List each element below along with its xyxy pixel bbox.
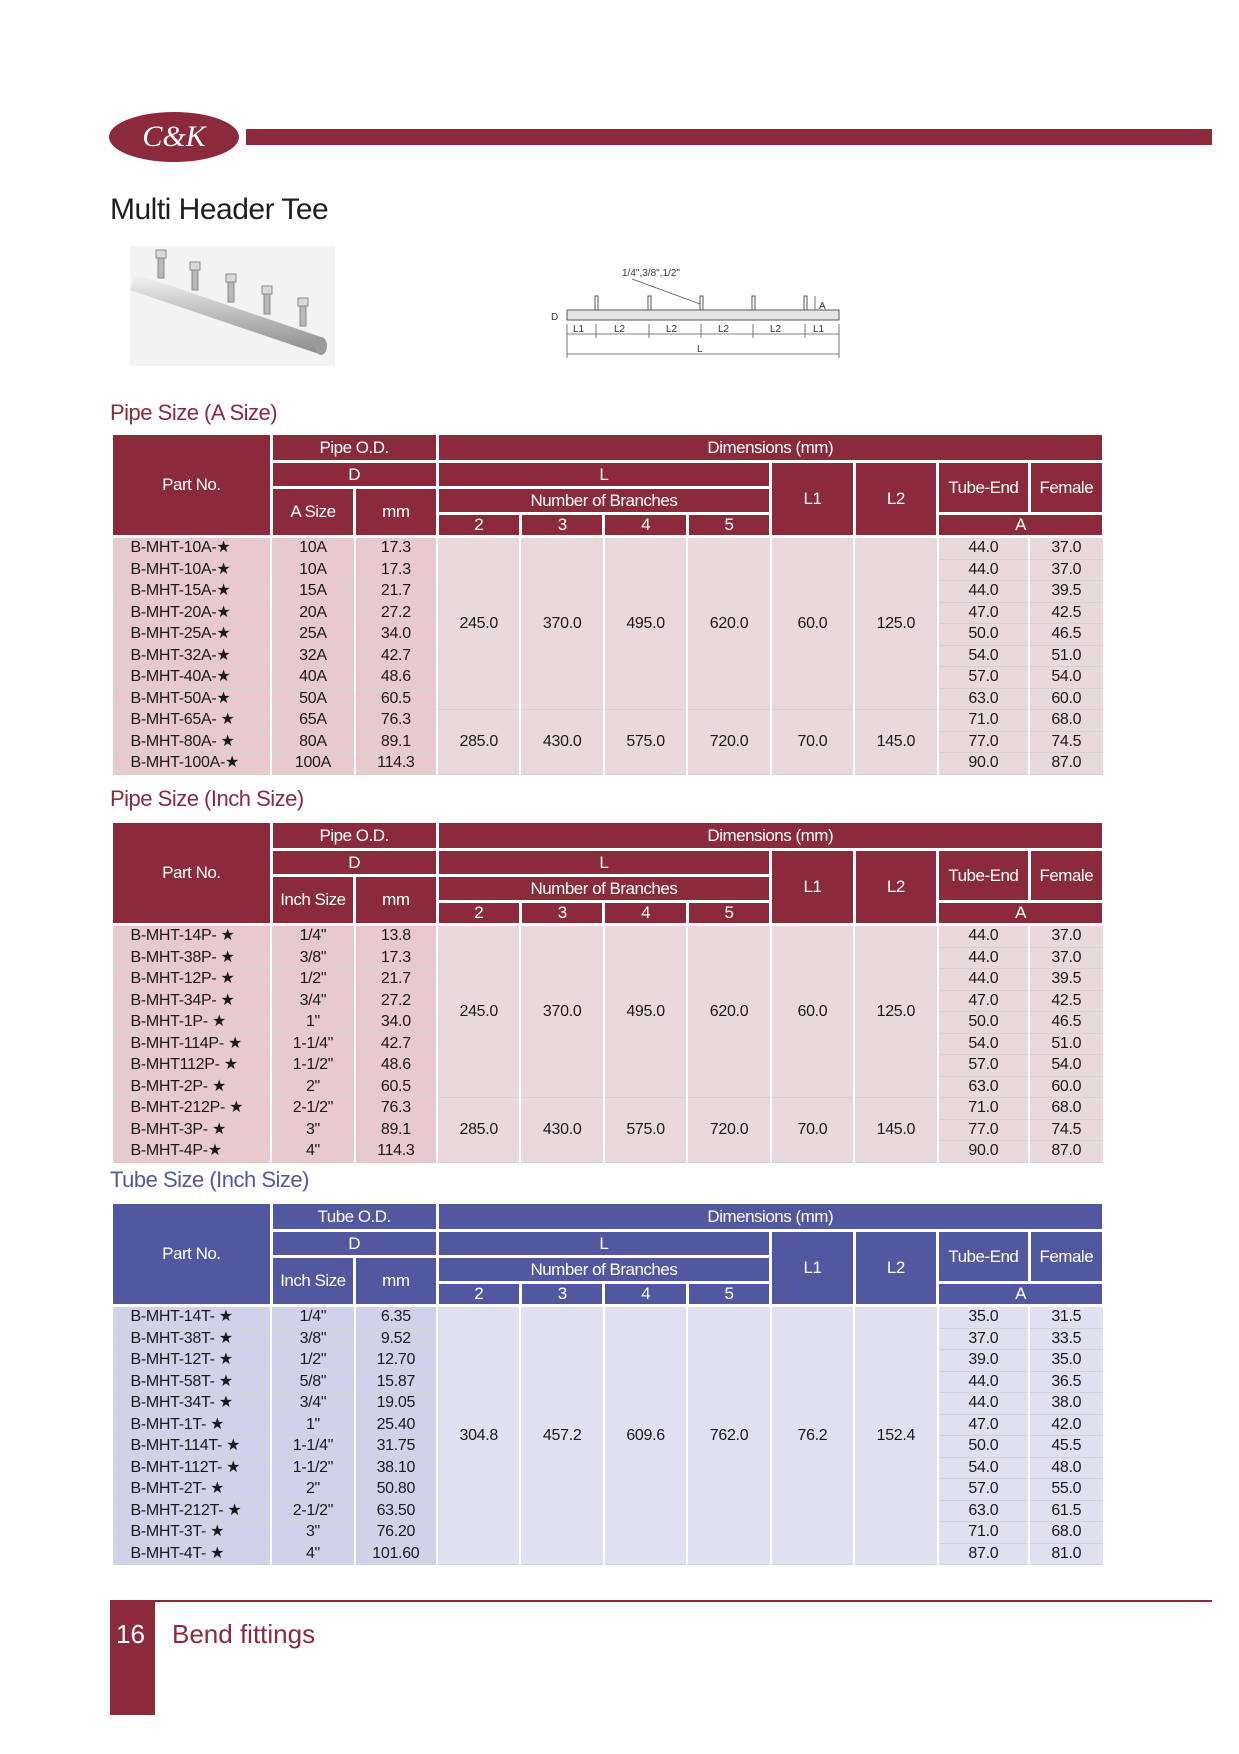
- part-no-cell: B-MHT-4P-★: [112, 1141, 272, 1163]
- female-a-cell: 42.5: [1029, 602, 1103, 624]
- od-mm-cell: 76.3: [355, 710, 437, 732]
- tube-end-a-cell: 71.0: [938, 1098, 1030, 1120]
- tube-end-a-cell: 44.0: [938, 969, 1030, 991]
- l-5-branches-cell: 762.0: [687, 1306, 770, 1565]
- l2-header: L2: [854, 850, 937, 925]
- l-4-branches-cell: 495.0: [604, 925, 687, 1098]
- tube-end-a-cell: 57.0: [938, 667, 1030, 689]
- size-cell: 2": [271, 1076, 354, 1098]
- od-mm-cell: 76.3: [355, 1098, 437, 1120]
- part-no-cell: B-MHT-12P- ★: [112, 969, 272, 991]
- female-a-cell: 37.0: [1029, 925, 1103, 948]
- branches-3-header: 3: [520, 514, 603, 537]
- female-a-cell: 54.0: [1029, 667, 1103, 689]
- tube-end-a-cell: 63.0: [938, 1500, 1030, 1522]
- l-4-branches-cell: 575.0: [604, 1098, 687, 1163]
- od-mm-cell: 27.2: [355, 990, 437, 1012]
- size-cell: 15A: [271, 581, 354, 603]
- od-mm-cell: 76.20: [355, 1522, 437, 1544]
- header-bar: [246, 129, 1212, 145]
- part-no-cell: B-MHT-38P- ★: [112, 947, 272, 969]
- section-title-pipe-a-size: Pipe Size (A Size): [110, 400, 278, 425]
- tube-end-a-cell: 44.0: [938, 925, 1030, 948]
- l1-cell: 76.2: [771, 1306, 854, 1565]
- size-cell: 2-1/2": [271, 1500, 354, 1522]
- female-a-cell: 87.0: [1029, 753, 1103, 775]
- branches-header: Number of Branches: [437, 488, 771, 514]
- l2-cell: 145.0: [854, 1098, 937, 1163]
- tube-end-header: Tube-End: [938, 850, 1030, 902]
- l-2-branches-cell: 285.0: [437, 710, 520, 775]
- od-mm-cell: 89.1: [355, 731, 437, 753]
- l-5-branches-cell: 720.0: [687, 710, 770, 775]
- l1-cell: 70.0: [771, 710, 854, 775]
- female-a-cell: 37.0: [1029, 559, 1103, 581]
- tube-end-a-cell: 50.0: [938, 1436, 1030, 1458]
- part-no-cell: B-MHT-10A-★: [112, 559, 272, 581]
- female-header: Female: [1029, 850, 1103, 902]
- female-a-cell: 35.0: [1029, 1350, 1103, 1372]
- od-mm-cell: 114.3: [355, 753, 437, 775]
- spec-table-tube-inch-size: [110, 1201, 1105, 1565]
- female-a-cell: 54.0: [1029, 1055, 1103, 1077]
- female-a-cell: 31.5: [1029, 1306, 1103, 1329]
- female-a-cell: 68.0: [1029, 1522, 1103, 1544]
- od-mm-cell: 17.3: [355, 559, 437, 581]
- l-3-branches-cell: 370.0: [520, 537, 603, 710]
- od-mm-cell: 25.40: [355, 1414, 437, 1436]
- size-cell: 1-1/2": [271, 1457, 354, 1479]
- tube-end-header: Tube-End: [938, 462, 1030, 514]
- dimensions-header: Dimensions (mm): [437, 822, 1103, 850]
- part-no-cell: B-MHT-32A-★: [112, 645, 272, 667]
- size-cell: 50A: [271, 688, 354, 710]
- od-mm-cell: 50.80: [355, 1479, 437, 1501]
- od-header: Pipe O.D.: [271, 434, 437, 462]
- od-symbol-header: D: [271, 850, 437, 876]
- od-mm-cell: 60.5: [355, 688, 437, 710]
- size-cell: 3": [271, 1522, 354, 1544]
- l2-header: L2: [854, 462, 937, 537]
- branches-5-header: 5: [687, 902, 770, 925]
- tube-end-a-cell: 37.0: [938, 1328, 1030, 1350]
- female-a-cell: 37.0: [1029, 537, 1103, 560]
- size-cell: 40A: [271, 667, 354, 689]
- branches-2-header: 2: [437, 902, 520, 925]
- size-cell: 4": [271, 1543, 354, 1565]
- branches-4-header: 4: [604, 514, 687, 537]
- female-a-cell: 37.0: [1029, 947, 1103, 969]
- diagram-label-l2-4: L2: [770, 324, 782, 335]
- part-no-cell: B-MHT-212P- ★: [112, 1098, 272, 1120]
- od-symbol-header: D: [271, 1231, 437, 1257]
- female-a-cell: 87.0: [1029, 1141, 1103, 1163]
- l1-cell: 70.0: [771, 1098, 854, 1163]
- size-cell: 5/8": [271, 1371, 354, 1393]
- diagram-label-a: A: [819, 301, 826, 312]
- part-no-cell: B-MHT-3T- ★: [112, 1522, 272, 1544]
- size-cell: 65A: [271, 710, 354, 732]
- tube-end-a-cell: 63.0: [938, 688, 1030, 710]
- length-header: L: [437, 850, 771, 876]
- tube-end-a-cell: 54.0: [938, 1033, 1030, 1055]
- od-mm-cell: 27.2: [355, 602, 437, 624]
- od-mm-cell: 17.3: [355, 947, 437, 969]
- l1-header: L1: [771, 462, 854, 537]
- size-cell: 1-1/4": [271, 1033, 354, 1055]
- page-number-tab: [110, 1600, 155, 1715]
- female-a-cell: 74.5: [1029, 731, 1103, 753]
- part-no-cell: B-MHT-15A-★: [112, 581, 272, 603]
- part-no-cell: B-MHT-2P- ★: [112, 1076, 272, 1098]
- part-no-cell: B-MHT-80A- ★: [112, 731, 272, 753]
- a-header: A: [938, 514, 1104, 537]
- od-mm-cell: 114.3: [355, 1141, 437, 1163]
- diagram-label-d: D: [551, 312, 559, 323]
- tube-end-a-cell: 35.0: [938, 1306, 1030, 1329]
- tube-end-a-cell: 44.0: [938, 537, 1030, 560]
- size-cell: 25A: [271, 624, 354, 646]
- part-no-cell: B-MHT-10A-★: [112, 537, 272, 560]
- size-cell: 1": [271, 1414, 354, 1436]
- size-cell: 3/4": [271, 1393, 354, 1415]
- female-a-cell: 39.5: [1029, 581, 1103, 603]
- size-cell: 32A: [271, 645, 354, 667]
- od-mm-cell: 42.7: [355, 645, 437, 667]
- branches-4-header: 4: [604, 1283, 687, 1306]
- l-3-branches-cell: 370.0: [520, 925, 603, 1098]
- dimension-diagram: [545, 262, 865, 364]
- diagram-label-l2-1: L2: [614, 324, 626, 335]
- section-title-pipe-inch-size: Pipe Size (Inch Size): [110, 786, 304, 811]
- branches-header: Number of Branches: [437, 876, 771, 902]
- od-mm-cell: 34.0: [355, 1012, 437, 1034]
- part-no-cell: B-MHT-58T- ★: [112, 1371, 272, 1393]
- l2-cell: 152.4: [854, 1306, 937, 1565]
- diagram-label-l1-left: L1: [573, 324, 585, 335]
- female-a-cell: 48.0: [1029, 1457, 1103, 1479]
- l-2-branches-cell: 245.0: [437, 537, 520, 710]
- size-cell: 20A: [271, 602, 354, 624]
- tube-end-header: Tube-End: [938, 1231, 1030, 1283]
- tube-end-a-cell: 77.0: [938, 731, 1030, 753]
- od-mm-cell: 15.87: [355, 1371, 437, 1393]
- diagram-label-l: L: [697, 344, 703, 355]
- tube-end-a-cell: 90.0: [938, 1141, 1030, 1163]
- size-cell: 2": [271, 1479, 354, 1501]
- part-no-header: Part No.: [112, 822, 272, 925]
- l-4-branches-cell: 495.0: [604, 537, 687, 710]
- tube-end-a-cell: 47.0: [938, 602, 1030, 624]
- l-2-branches-cell: 304.8: [437, 1306, 520, 1565]
- od-symbol-header: D: [271, 462, 437, 488]
- size-cell: 1/4": [271, 1306, 354, 1329]
- company-logo: C&K: [109, 112, 239, 162]
- size-cell: 80A: [271, 731, 354, 753]
- tube-end-a-cell: 71.0: [938, 710, 1030, 732]
- tube-end-a-cell: 87.0: [938, 1543, 1030, 1565]
- section-title-tube-inch-size: Tube Size (Inch Size): [110, 1167, 309, 1192]
- page-title: Multi Header Tee: [110, 193, 329, 226]
- tube-end-a-cell: 54.0: [938, 1457, 1030, 1479]
- tube-end-a-cell: 57.0: [938, 1055, 1030, 1077]
- branches-header: Number of Branches: [437, 1257, 771, 1283]
- branches-5-header: 5: [687, 514, 770, 537]
- part-no-cell: B-MHT-34P- ★: [112, 990, 272, 1012]
- female-a-cell: 45.5: [1029, 1436, 1103, 1458]
- part-no-cell: B-MHT-114P- ★: [112, 1033, 272, 1055]
- tube-end-a-cell: 50.0: [938, 624, 1030, 646]
- part-no-cell: B-MHT-114T- ★: [112, 1436, 272, 1458]
- female-a-cell: 60.0: [1029, 1076, 1103, 1098]
- dimensions-header: Dimensions (mm): [437, 434, 1103, 462]
- branches-3-header: 3: [520, 902, 603, 925]
- mm-header: mm: [355, 1257, 437, 1306]
- size-cell: 1": [271, 1012, 354, 1034]
- l-4-branches-cell: 609.6: [604, 1306, 687, 1565]
- od-mm-cell: 31.75: [355, 1436, 437, 1458]
- female-a-cell: 42.0: [1029, 1414, 1103, 1436]
- page-number: 16: [116, 1619, 145, 1649]
- part-no-cell: B-MHT-112T- ★: [112, 1457, 272, 1479]
- tube-end-a-cell: 44.0: [938, 581, 1030, 603]
- female-a-cell: 55.0: [1029, 1479, 1103, 1501]
- table-row: [112, 537, 1104, 560]
- size-cell: 1/4": [271, 925, 354, 948]
- l2-cell: 125.0: [854, 537, 937, 710]
- length-header: L: [437, 462, 771, 488]
- od-mm-cell: 38.10: [355, 1457, 437, 1479]
- l-3-branches-cell: 457.2: [520, 1306, 603, 1565]
- part-no-cell: B-MHT-3P- ★: [112, 1119, 272, 1141]
- table-row: [112, 1306, 1104, 1329]
- od-mm-cell: 12.70: [355, 1350, 437, 1372]
- l2-header: L2: [854, 1231, 937, 1306]
- mm-header: mm: [355, 876, 437, 925]
- part-no-cell: B-MHT-14P- ★: [112, 925, 272, 948]
- part-no-cell: B-MHT112P- ★: [112, 1055, 272, 1077]
- branches-5-header: 5: [687, 1283, 770, 1306]
- tube-end-a-cell: 44.0: [938, 559, 1030, 581]
- dimensions-header: Dimensions (mm): [437, 1203, 1103, 1231]
- tube-end-a-cell: 47.0: [938, 1414, 1030, 1436]
- l-2-branches-cell: 285.0: [437, 1098, 520, 1163]
- part-no-cell: B-MHT-100A-★: [112, 753, 272, 775]
- female-a-cell: 38.0: [1029, 1393, 1103, 1415]
- table-row: [112, 925, 1104, 948]
- tube-end-a-cell: 54.0: [938, 645, 1030, 667]
- a-header: A: [938, 902, 1104, 925]
- table-row: [112, 1098, 1104, 1120]
- size-header: A Size: [271, 488, 354, 537]
- female-header: Female: [1029, 462, 1103, 514]
- l-4-branches-cell: 575.0: [604, 710, 687, 775]
- part-no-cell: B-MHT-25A-★: [112, 624, 272, 646]
- female-a-cell: 51.0: [1029, 645, 1103, 667]
- od-mm-cell: 13.8: [355, 925, 437, 948]
- spec-table-pipe-a-size: [110, 432, 1105, 775]
- od-mm-cell: 42.7: [355, 1033, 437, 1055]
- size-cell: 100A: [271, 753, 354, 775]
- tube-end-a-cell: 44.0: [938, 1393, 1030, 1415]
- l-5-branches-cell: 620.0: [687, 537, 770, 710]
- od-mm-cell: 60.5: [355, 1076, 437, 1098]
- a-header: A: [938, 1283, 1104, 1306]
- od-mm-cell: 89.1: [355, 1119, 437, 1141]
- female-a-cell: 51.0: [1029, 1033, 1103, 1055]
- size-header: Inch Size: [271, 1257, 354, 1306]
- tube-end-a-cell: 44.0: [938, 1371, 1030, 1393]
- part-no-cell: B-MHT-50A-★: [112, 688, 272, 710]
- part-no-cell: B-MHT-14T- ★: [112, 1306, 272, 1329]
- od-header: Pipe O.D.: [271, 822, 437, 850]
- female-a-cell: 39.5: [1029, 969, 1103, 991]
- l-3-branches-cell: 430.0: [520, 1098, 603, 1163]
- od-mm-cell: 21.7: [355, 581, 437, 603]
- mm-header: mm: [355, 488, 437, 537]
- l1-cell: 60.0: [771, 537, 854, 710]
- od-mm-cell: 9.52: [355, 1328, 437, 1350]
- female-a-cell: 33.5: [1029, 1328, 1103, 1350]
- l-3-branches-cell: 430.0: [520, 710, 603, 775]
- od-mm-cell: 63.50: [355, 1500, 437, 1522]
- female-a-cell: 42.5: [1029, 990, 1103, 1012]
- size-cell: 2-1/2": [271, 1098, 354, 1120]
- footer-section-label: Bend fittings: [172, 1619, 316, 1649]
- od-mm-cell: 101.60: [355, 1543, 437, 1565]
- l1-cell: 60.0: [771, 925, 854, 1098]
- branches-3-header: 3: [520, 1283, 603, 1306]
- tube-end-a-cell: 71.0: [938, 1522, 1030, 1544]
- part-no-cell: B-MHT-1T- ★: [112, 1414, 272, 1436]
- size-cell: 3/4": [271, 990, 354, 1012]
- product-photo: [130, 246, 335, 366]
- female-a-cell: 60.0: [1029, 688, 1103, 710]
- part-no-cell: B-MHT-65A- ★: [112, 710, 272, 732]
- part-no-cell: B-MHT-12T- ★: [112, 1350, 272, 1372]
- l1-header: L1: [771, 850, 854, 925]
- part-no-cell: B-MHT-4T- ★: [112, 1543, 272, 1565]
- table-row: [112, 710, 1104, 732]
- part-no-cell: B-MHT-20A-★: [112, 602, 272, 624]
- size-cell: 10A: [271, 537, 354, 560]
- female-a-cell: 61.5: [1029, 1500, 1103, 1522]
- size-cell: 4": [271, 1141, 354, 1163]
- od-mm-cell: 6.35: [355, 1306, 437, 1329]
- l-5-branches-cell: 620.0: [687, 925, 770, 1098]
- diagram-branch-sizes: 1/4",3/8",1/2": [622, 268, 680, 279]
- part-no-header: Part No.: [112, 434, 272, 537]
- part-no-cell: B-MHT-2T- ★: [112, 1479, 272, 1501]
- tube-end-a-cell: 47.0: [938, 990, 1030, 1012]
- part-no-header: Part No.: [112, 1203, 272, 1306]
- od-header: Tube O.D.: [271, 1203, 437, 1231]
- od-mm-cell: 21.7: [355, 969, 437, 991]
- l2-cell: 125.0: [854, 925, 937, 1098]
- length-header: L: [437, 1231, 771, 1257]
- female-a-cell: 46.5: [1029, 1012, 1103, 1034]
- part-no-cell: B-MHT-40A-★: [112, 667, 272, 689]
- size-cell: 1/2": [271, 969, 354, 991]
- branches-2-header: 2: [437, 514, 520, 537]
- part-no-cell: B-MHT-212T- ★: [112, 1500, 272, 1522]
- od-mm-cell: 17.3: [355, 537, 437, 560]
- tube-end-a-cell: 39.0: [938, 1350, 1030, 1372]
- female-a-cell: 74.5: [1029, 1119, 1103, 1141]
- od-mm-cell: 19.05: [355, 1393, 437, 1415]
- female-a-cell: 81.0: [1029, 1543, 1103, 1565]
- spec-table-pipe-inch-size: [110, 820, 1105, 1163]
- female-a-cell: 68.0: [1029, 1098, 1103, 1120]
- od-mm-cell: 48.6: [355, 667, 437, 689]
- branches-2-header: 2: [437, 1283, 520, 1306]
- l2-cell: 145.0: [854, 710, 937, 775]
- female-a-cell: 46.5: [1029, 624, 1103, 646]
- tube-end-a-cell: 90.0: [938, 753, 1030, 775]
- diagram-label-l1-right: L1: [813, 324, 825, 335]
- diagram-label-l2-3: L2: [718, 324, 730, 335]
- female-a-cell: 68.0: [1029, 710, 1103, 732]
- female-a-cell: 36.5: [1029, 1371, 1103, 1393]
- l-2-branches-cell: 245.0: [437, 925, 520, 1098]
- l1-header: L1: [771, 1231, 854, 1306]
- tube-end-a-cell: 50.0: [938, 1012, 1030, 1034]
- footer-rule: [110, 1600, 1212, 1602]
- od-mm-cell: 34.0: [355, 624, 437, 646]
- branches-4-header: 4: [604, 902, 687, 925]
- tube-end-a-cell: 57.0: [938, 1479, 1030, 1501]
- tube-end-a-cell: 77.0: [938, 1119, 1030, 1141]
- od-mm-cell: 48.6: [355, 1055, 437, 1077]
- size-cell: 1/2": [271, 1350, 354, 1372]
- female-header: Female: [1029, 1231, 1103, 1283]
- part-no-cell: B-MHT-34T- ★: [112, 1393, 272, 1415]
- tube-end-a-cell: 63.0: [938, 1076, 1030, 1098]
- tube-end-a-cell: 44.0: [938, 947, 1030, 969]
- size-cell: 3/8": [271, 1328, 354, 1350]
- size-cell: 10A: [271, 559, 354, 581]
- size-cell: 1-1/4": [271, 1436, 354, 1458]
- diagram-label-l2-2: L2: [666, 324, 678, 335]
- l-5-branches-cell: 720.0: [687, 1098, 770, 1163]
- part-no-cell: B-MHT-38T- ★: [112, 1328, 272, 1350]
- size-cell: 1-1/2": [271, 1055, 354, 1077]
- size-cell: 3": [271, 1119, 354, 1141]
- size-cell: 3/8": [271, 947, 354, 969]
- part-no-cell: B-MHT-1P- ★: [112, 1012, 272, 1034]
- size-header: Inch Size: [271, 876, 354, 925]
